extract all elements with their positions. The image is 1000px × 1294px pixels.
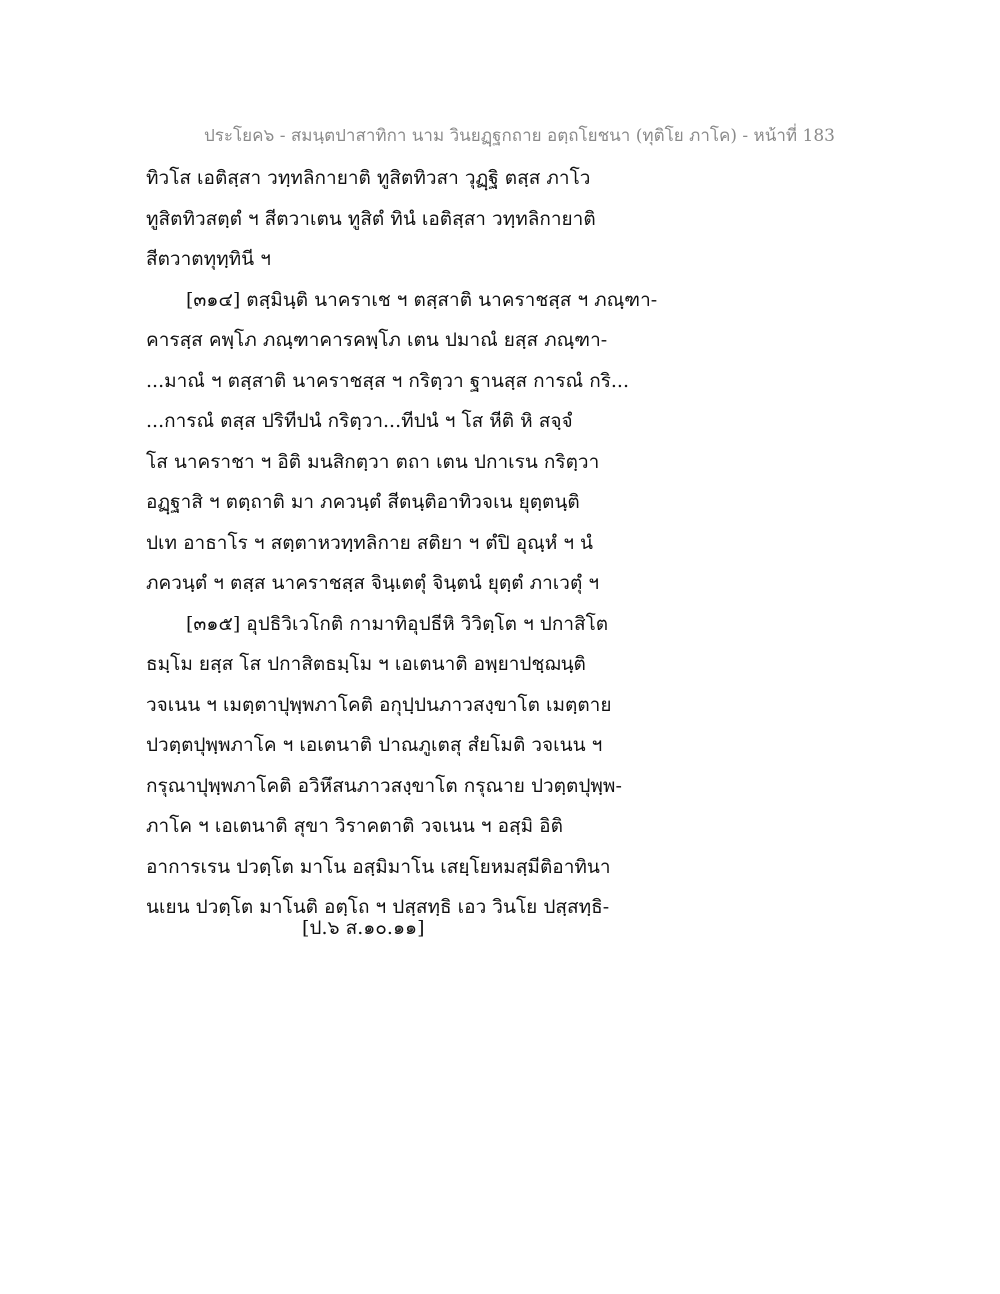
text-line: ...มาณํ ฯ ตสฺสาติ นาคราชสฺส ฯ กริตฺวา ฐานสฺส การณํ กริ... (146, 369, 630, 392)
text-line: คารสฺส คพฺโภ ภณฺฑาคารคพฺโภ เตน ปมาณํ ยสฺส ภณฺฑา- (146, 329, 608, 351)
text-line: อฏฺฐาสิ ฯ ตตฺถาติ มา ภควนฺตํ สีตนฺติอาทิวจเน ยุตฺตนฺติ (146, 491, 580, 513)
body-text (146, 158, 846, 928)
text-line: ปวตฺตปุพฺพภาโค ฯ เอเตนาติ ปาณภูเตสุ สํยโมติ วจเนน ฯ (146, 734, 603, 756)
paragraph-start-315: [๓๑๕] อุปธิวิเวโกติ กามาทิอุปธีหิ วิวิตฺโต ฯ ปกาสิโต (186, 612, 609, 635)
text-line: ภาโค ฯ เอเตนาติ สุขา วิราคตาติ วจเนน ฯ อสฺมิ อิติ (146, 815, 563, 837)
text-line: นเยน ปวตฺโต มาโนติ อตฺโถ ฯ ปสฺสทฺธิ เอว วินโย ปสฺสทฺธิ- (146, 896, 610, 918)
text-line: สีตวาตทุทฺทินี ฯ (146, 248, 271, 270)
paragraph-start-314: [๓๑๔] ตสฺมินฺติ นาคราเช ฯ ตสฺสาติ นาคราชสฺส ฯ ภณฺฑา- (186, 288, 658, 311)
text-line: ภควนฺตํ ฯ ตสฺส นาคราชสฺส จินฺเตตุํ จินฺตนํ ยุตฺตํ ภาเวตุํ ฯ (146, 572, 599, 594)
text-line: ...การณํ ตสฺส ปริทีปนํ กริตฺวา...ทีปนํ ฯ โส หีติ หิ สจฺจํ (146, 410, 573, 432)
text-line: ธมฺโม ยสฺส โส ปกาสิตธมฺโม ฯ เอเตนาติ อพฺยาปชฺฌนฺติ (146, 653, 586, 675)
text-line: ทิวโส เอติสฺสา วทฺทลิกายาติ ทูสิตทิวสา วุฏฺฐิ ตสฺส ภาโว (146, 167, 591, 189)
text-line: อาการเรน ปวตฺโต มาโน อสฺมิมาโน เสยฺโยหมสฺมีติอาทินา (146, 855, 611, 878)
text-line: โส นาคราชา ฯ อิติ มนสิกตฺวา ตถา เตน ปกาเรน กริตฺวา (146, 450, 600, 473)
text-line: ปเท อาธาโร ฯ สตฺตาหวทฺทลิกาย สติยา ฯ ตํปิ อุณฺหํ ฯ นํ (146, 531, 594, 554)
text-line: กรุณาปุพฺพภาโคติ อวิหึสนภาวสงฺขาโต กรุณาย ปวตฺตปุพฺพ- (146, 774, 622, 797)
running-header: ประโยค๖ - สมนฺตปาสาทิกา นาม วินยฏฺฐกถาย อตฺถโยชนา (ทุติโย ภาโค) - หน้าที่ 183 (204, 126, 835, 146)
page-reference: [ป.๖ ส.๑๐.๑๑] (302, 917, 425, 939)
text-line: วจเนน ฯ เมตฺตาปุพฺพภาโคติ อกุปฺปนภาวสงฺขาโต เมตฺตาย (146, 693, 612, 716)
text-line: ทูสิตทิวสตฺตํ ฯ สีตวาเตน ทูสิตํ ทินํ เอติสฺสา วทฺทลิกายาติ (146, 207, 596, 230)
